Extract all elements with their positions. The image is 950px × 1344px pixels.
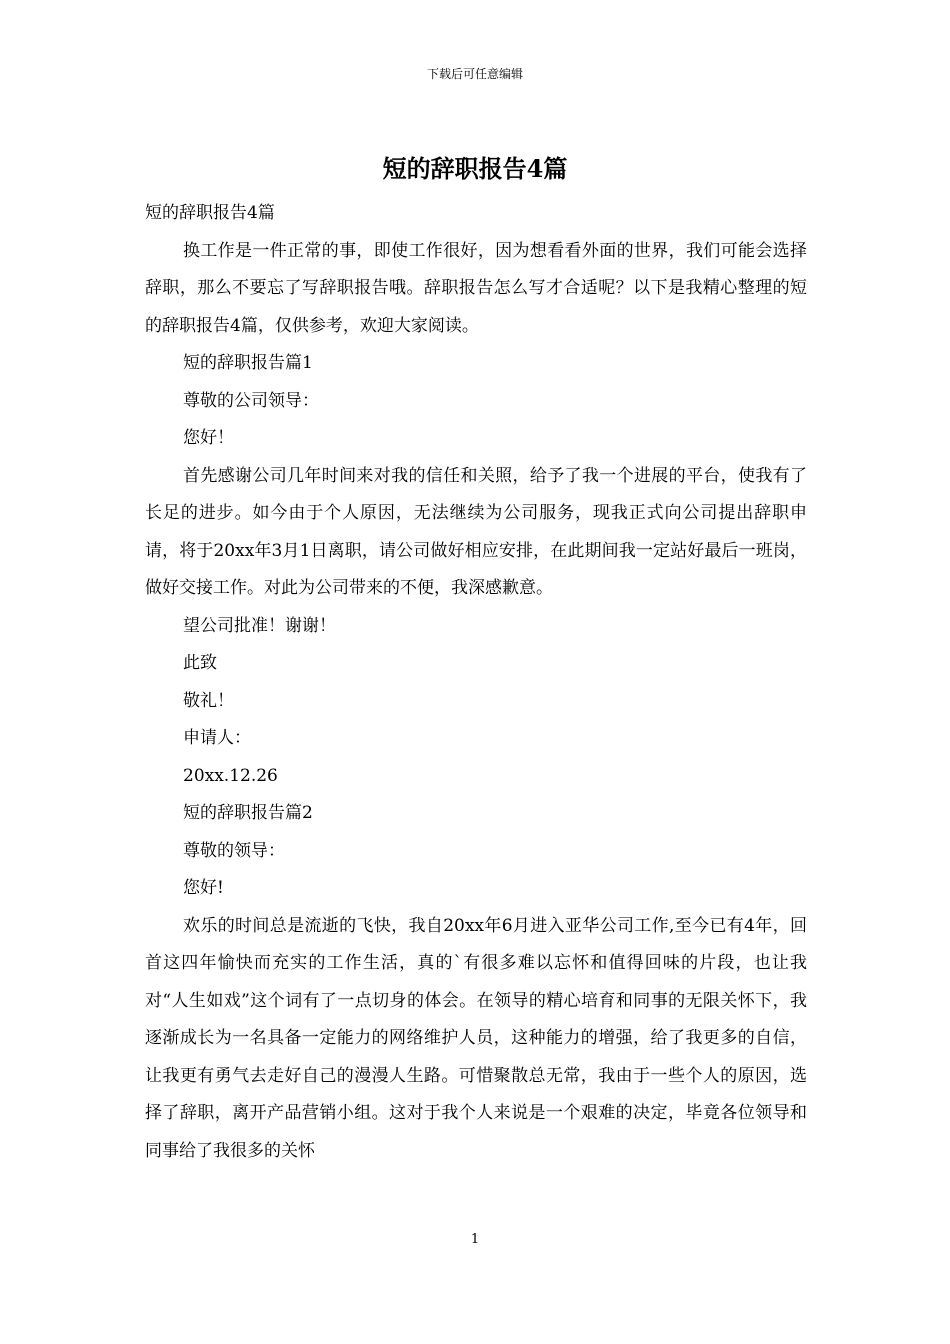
salutation: 尊敬的领导： (183, 840, 285, 861)
page-number: 1 (470, 1232, 480, 1247)
page-header: 下载后可任意编辑 (426, 67, 523, 81)
paragraph: 换工作是一件正常的事，即使工作很好，因为想看看外面的世界，我们可能会选择辞职，那么不要忘了写辞职报告哦。辞职报告怎么写才合适呢？以下是我精心整理的短的辞职报告4篇，仅供参考，欢迎大家阅读。 (145, 240, 807, 336)
paragraph: 欢乐的时间总是流逝的飞快，我自20xx年6月进入亚华公司工作,至今已有4年，回首这四年愉快而充实的工作生活，真的`有很多难以忘怀和值得回味的片段，也让我对“人生如戏”这个词有了一点切身的体会。在领导的精心培育和同事的无限关怀下，我逐渐成长为一名具备一定能力的网络维护人员，这种能力的增强，给了我更多的自信，让我更有勇气去走好自己的漫漫人生路。可惜聚散总无常，我由于一些个人的原因，选择了辞职，离开产品营销小组。这对于我个人来说是一个艰难的决定，毕竟各位领导和同事给了我很多的关怀 (145, 915, 807, 1161)
signature-label: 申请人： (183, 728, 251, 748)
greeting: 您好! (183, 878, 224, 898)
section-heading: 短的辞职报告篇2 (183, 803, 313, 823)
paragraph: 短的辞职报告4篇 (145, 203, 275, 223)
document-title: 短的辞职报告4篇 (382, 154, 568, 183)
paragraph: 望公司批准！谢谢！ (183, 615, 336, 636)
closing: 敬礼！ (183, 690, 234, 711)
closing: 此致 (183, 653, 217, 673)
paragraph: 首先感谢公司几年时间来对我的信任和关照，给予了我一个进展的平台，使我有了长足的进步。如今由于个人原因，无法继续为公司服务，现我正式向公司提出辞职申请，将于20xx年3月1日离职，请公司做好相应安排，在此期间我一定站好最后一班岗，做好交接工作。对此为公司带来的不便，我深感歉意。 (145, 465, 807, 598)
salutation: 尊敬的公司领导： (183, 390, 319, 411)
document-body (145, 195, 807, 1170)
date: 20xx.12.26 (183, 765, 278, 786)
greeting: 您好！ (183, 428, 234, 448)
section-heading: 短的辞职报告篇1 (183, 353, 313, 373)
